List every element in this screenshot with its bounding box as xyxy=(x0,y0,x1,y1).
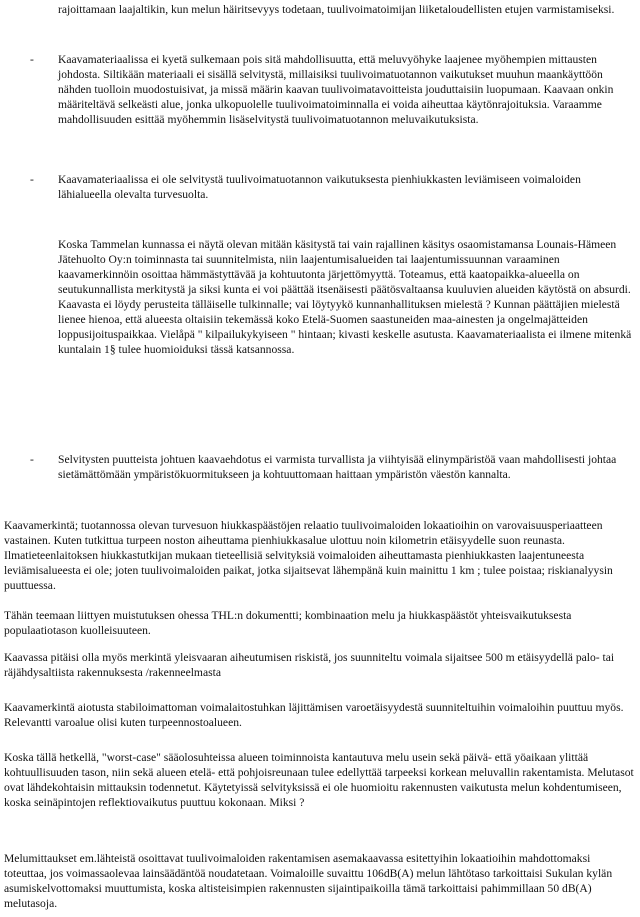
bullet-dash: - xyxy=(30,173,34,186)
bullet-dash: - xyxy=(30,453,34,466)
bullet-item-noise-zone xyxy=(30,52,632,127)
bullet-text: Kaavamateriaalissa ei kyetä sulkemaan pois sitä mahdollisuutta, että meluvyöhyke laajenee myöhempien mittausten johdosta. Siltikään materiaali ei sisällä selvitystä, millaisiksi tuulivoimatuotannon vaikutukset muuhun maankäyttöön nähden tuolloin muodostuisivat, ja missä määrin kaavan tuulivoimatavoitteista jouduttaisiin luopumaan. Kaavaan onkin määriteltävä selkeästi alue, jonka ulkopuolelle tuulivoimatoiminnalla ei voida aiheuttaa käytönrajoituksia. Varaamme mahdollisuuden esittää myöhemmin lisäselvitystä tuulivoimatuotannon meluvaikutuksista. xyxy=(58,53,614,126)
paragraph-thl-document: Tähän teemaan liittyen muistutuksen ohessa THL:n dokumentti; kombinaation melu ja hiukkaspäästöt yhteisvaikutuksesta populaatiotason kuolleisuuteen. xyxy=(4,609,572,637)
bullet-item-study-gaps xyxy=(30,452,632,482)
bullet-text: Kaavamateriaalissa ei ole selvitystä tuulivoimatuotannon vaikutuksesta pienhiukkasten leviämiseen voimaloiden lähialueella olevalta turvesuolta. xyxy=(58,173,581,201)
paragraph-continuation: rajoittamaan laajaltikin, kun melun häiritsevyys todetaan, tuulivoimatoimijan liiketaloudellisten etujen varmistamiseksi. xyxy=(58,3,615,16)
paragraph-noise-barrier: Koska tällä hetkellä, "worst-case" sääolosuhteissa alueen toiminnoista kantautuva melu usein sekä päivä- että yöaikaan ylittää kohtuullisuuden tason, niin sekä alueen etelä- että pohjoisreunaan tulee edellyttää tarpeeksi korkean meluvallin rakentamista. Melutasot ovat lähdekohtaisin mittauksin todennetut. Käytetyissä selvityksissä ei ole huomioitu rakennusten vaikutusta melun kohdentumiseen, koska seinäpintojen reflektiovaikutus puuttuu kokonaan. Miksi ? xyxy=(4,751,634,809)
paragraph-noise-measurements: Melumittaukset em.lähteistä osoittavat tuulivoimaloiden rakentamisen asemakaavassa esitettyihin lokaatioihin mahdottomaksi toteuttaa, jos voimassaolevaa lainsäädäntöä noudatetaan. Voimaloille suvaittu 106dB(A) melun lähtötaso tarkoittaisi Sukulan kylän asumiskelvottomaksi muuttumista, koska altisteisimpien rakennusten sijaintipaikoilla tämä tarkoittaisi pahimmillaan 50 dB(A) melutasoja. xyxy=(4,852,613,910)
paragraph-ash-distance: Kaavamerkintä aiotusta stabiloimattoman voimalaitostuhkan läjittämisen varoetäisyydestä suunniteltuihin voimaloihin puuttuu myös. Relevantti varoalue olisi kuten turpeennostoalueen. xyxy=(4,701,624,729)
bullet-dash: - xyxy=(30,53,34,66)
paragraph-peat-particles: Kaavamerkintä; tuotannossa olevan turvesuon hiukkaspäästöjen relaatio tuulivoimaloiden lokaatioihin on varovaisuusperiaatteen vastainen. Kuten tutkittua turpeen noston aiheuttama pienhiukkasalue ulottuu noin kilometrin etäisyydelle suon reunasta. Ilmatieteenlaitoksen hiukkastutkijan mukaan tieteellisiä selvityksiä voimaloiden aiheuttamasta pienhiukkasten laajentuneesta leviämisalueesta ei ole; joten tuulivoimaloiden paikat, jotka sijaitsevat lähempänä kuin mainittu 1 km ; tulee poistaa; riskianalyysin puuttuessa. xyxy=(4,519,613,592)
paragraph-hazard-risk: Kaavassa pitäisi olla myös merkintä yleisvaaran aiheutumisen riskistä, jos suunniteltu voimala sijaitsee 500 m etäisyydellä palo- tai räjähdysaltiista rakennuksesta /rakenneelmasta xyxy=(4,651,615,679)
bullet-item-particles xyxy=(30,172,632,202)
bullet-text: Selvitysten puutteista johtuen kaavaehdotus ei varmista turvallista ja viihtyisää elinympäristöä vaan mahdollisesti johtaa sietämättömään ympäristökuormitukseen ja kohtuuttomaan haittaan ympäristön väestön kannalta. xyxy=(58,453,617,481)
paragraph-landfill: Koska Tammelan kunnassa ei näytä olevan mitään käsitystä tai vain rajallinen käsitys osaomistamansa Lounais-Hämeen Jätehuolto Oy:n toiminnasta tai suunnitelmista, niin laajentumisalueiden tai laajentumissuunnan varaaminen kaavamerkinnöin osoittaa hämmästyttävää ja kohtuutonta järjettömyyttä. Toteamus, että kaatopaikka-alueella on seutukunnallista merkitystä ja siksi kunta ei voi päättää itsenäisesti päätösvaltaansa kuuluvien alueiden käytöstä on absurdi. Kaavasta ei löydy perusteita tälläiselle tulkinnalle; vai löytyykö kunnanhallituksen mielestä ? Kunnan päättäjien mielestä lienee hienoa, että alueesta oltaisiin tekemässä koko Etelä-Suomen saastuneiden maa-ainesten ja ongelmajätteiden loppusijoituspaikkaa. Vielåpä " kilpailukykyiseen " hintaan; kivasti keskelle asutusta. Kaavamateriaalista ei ilmene mitenkä kuntalain 1§ tulee huomioiduksi tässä katsannossa. xyxy=(58,238,632,356)
